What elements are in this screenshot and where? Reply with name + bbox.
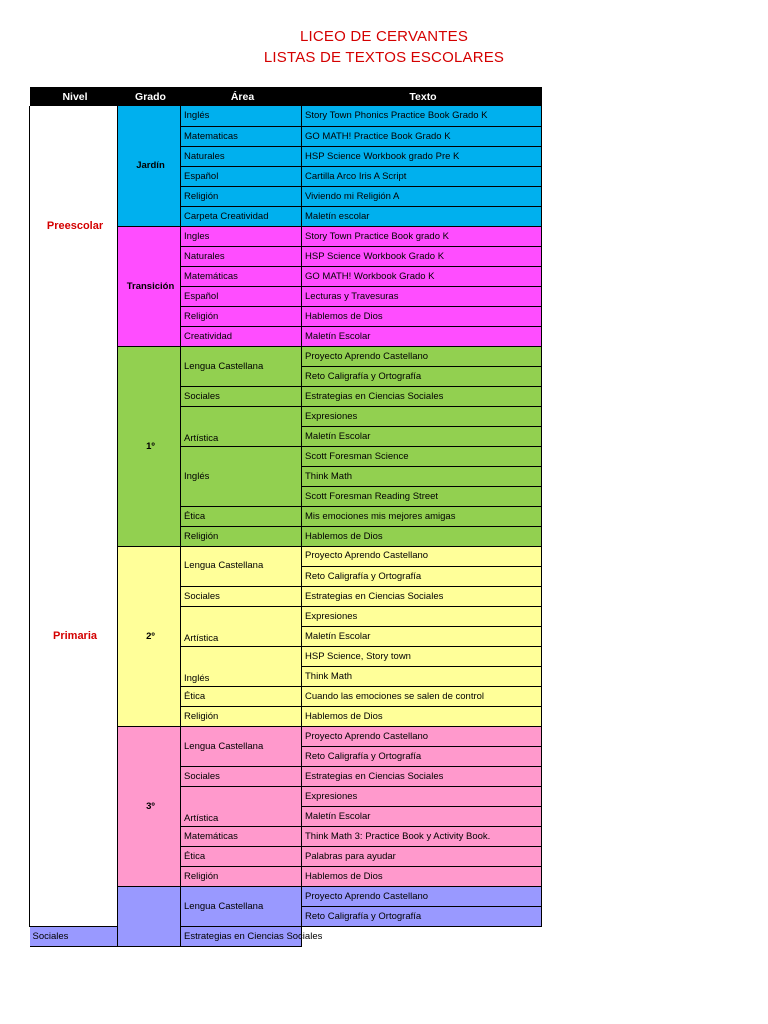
- area-cell: Matematicas: [181, 126, 302, 146]
- area-cell: Naturales: [181, 146, 302, 166]
- texto-cell: Maletín Escolar: [302, 806, 542, 826]
- textbook-table: [29, 87, 542, 947]
- texto-cell: Cartilla Arco Iris A Script: [302, 166, 542, 186]
- page-subtitle: LISTAS DE TEXTOS ESCOLARES: [263, 49, 505, 66]
- nivel-primaria: Primaria: [30, 346, 118, 926]
- texto-cell: Estrategias en Ciencias Sociales: [302, 766, 542, 786]
- area-cell: Sociales: [181, 586, 302, 606]
- page-title: LICEO DE CERVANTES: [299, 28, 469, 45]
- grado-1: 1º: [118, 346, 181, 546]
- area-cell: Artística: [181, 606, 302, 646]
- area-cell: Artística: [181, 786, 302, 826]
- area-cell: Lengua Castellana: [181, 726, 302, 766]
- grado-4: [118, 886, 181, 946]
- texto-cell: Story Town Phonics Practice Book Grado K: [302, 106, 542, 126]
- column-header-area: Área: [181, 87, 302, 106]
- texto-cell: Proyecto Aprendo Castellano: [302, 546, 542, 566]
- texto-cell: Hablemos de Dios: [302, 866, 542, 886]
- texto-cell: GO MATH! Workbook Grado K: [302, 266, 542, 286]
- area-cell: Creatividad: [181, 326, 302, 346]
- table-row: [30, 106, 542, 126]
- table-row: [30, 926, 542, 946]
- area-cell: Religión: [181, 866, 302, 886]
- column-header-texto: Texto: [302, 87, 542, 106]
- area-cell: Inglés: [181, 646, 302, 686]
- area-cell: Religión: [181, 706, 302, 726]
- texto-cell: Expresiones: [302, 406, 542, 426]
- texto-cell: Estrategias en Ciencias Sociales: [181, 926, 302, 946]
- area-cell: Inglés: [181, 106, 302, 126]
- area-cell: Ética: [181, 506, 302, 526]
- area-cell: Español: [181, 286, 302, 306]
- texto-cell: Hablemos de Dios: [302, 526, 542, 546]
- texto-cell: Proyecto Aprendo Castellano: [302, 726, 542, 746]
- texto-cell: Viviendo mi Religión A: [302, 186, 542, 206]
- area-cell: Español: [181, 166, 302, 186]
- table-row: [30, 346, 542, 366]
- column-header-grado: Grado: [118, 87, 181, 106]
- area-cell: Lengua Castellana: [181, 546, 302, 586]
- area-cell: Matemáticas: [181, 266, 302, 286]
- texto-cell: Scott Foresman Science: [302, 446, 542, 466]
- texto-cell: Hablemos de Dios: [302, 306, 542, 326]
- area-cell: Carpeta Creatividad: [181, 206, 302, 226]
- area-cell: Ética: [181, 846, 302, 866]
- texto-cell: Story Town Practice Book grado K: [302, 226, 542, 246]
- texto-cell: GO MATH! Practice Book Grado K: [302, 126, 542, 146]
- texto-cell: Hablemos de Dios: [302, 706, 542, 726]
- area-cell: Ingles: [181, 226, 302, 246]
- area-cell: Naturales: [181, 246, 302, 266]
- texto-cell: Estrategias en Ciencias Sociales: [302, 386, 542, 406]
- texto-cell: Proyecto Aprendo Castellano: [302, 886, 542, 906]
- nivel-preescolar: Preescolar: [30, 106, 118, 346]
- area-cell: Ética: [181, 686, 302, 706]
- grado-transicion: Transición: [118, 226, 181, 346]
- texto-cell: Maletín Escolar: [302, 426, 542, 446]
- area-cell: Sociales: [181, 766, 302, 786]
- table-header-row: [30, 87, 542, 106]
- texto-cell: HSP Science Workbook grado Pre K: [302, 146, 542, 166]
- texto-cell: Mis emociones mis mejores amigas: [302, 506, 542, 526]
- texto-cell: Think Math: [302, 466, 542, 486]
- area-cell: Religión: [181, 306, 302, 326]
- texto-cell: Maletín Escolar: [302, 326, 542, 346]
- area-cell: Inglés: [181, 446, 302, 506]
- texto-cell: Lecturas y Travesuras: [302, 286, 542, 306]
- area-cell: Lengua Castellana: [181, 346, 302, 386]
- texto-cell: Expresiones: [302, 606, 542, 626]
- area-cell: Sociales: [30, 926, 118, 946]
- texto-cell: Proyecto Aprendo Castellano: [302, 346, 542, 366]
- texto-cell: Estrategias en Ciencias Sociales: [302, 586, 542, 606]
- texto-cell: Think Math: [302, 666, 542, 686]
- texto-cell: Reto Caligrafía y Ortografía: [302, 906, 542, 926]
- area-cell: Religión: [181, 526, 302, 546]
- area-cell: Matemáticas: [181, 826, 302, 846]
- area-cell: Artística: [181, 406, 302, 446]
- area-cell: Lengua Castellana: [181, 886, 302, 926]
- area-cell: Sociales: [181, 386, 302, 406]
- texto-cell: Think Math 3: Practice Book y Activity Book.: [302, 826, 542, 846]
- texto-cell: Expresiones: [302, 786, 542, 806]
- texto-cell: Maletín Escolar: [302, 626, 542, 646]
- texto-cell: Cuando las emociones se salen de control: [302, 686, 542, 706]
- texto-cell: Maletín escolar: [302, 206, 542, 226]
- texto-cell: HSP Science, Story town: [302, 646, 542, 666]
- texto-cell: Palabras para ayudar: [302, 846, 542, 866]
- texto-cell: Reto Caligrafía y Ortografía: [302, 746, 542, 766]
- texto-cell: Reto Caligrafía y Ortografía: [302, 366, 542, 386]
- column-header-nivel: Nivel: [30, 87, 118, 106]
- texto-cell: Reto Caligrafía y Ortografía: [302, 566, 542, 586]
- texto-cell: HSP Science Workbook Grado K: [302, 246, 542, 266]
- grado-jardin: Jardín: [118, 106, 181, 226]
- grado-3: 3º: [118, 726, 181, 886]
- texto-cell: Scott Foresman Reading Street: [302, 486, 542, 506]
- area-cell: Religión: [181, 186, 302, 206]
- grado-2: 2º: [118, 546, 181, 726]
